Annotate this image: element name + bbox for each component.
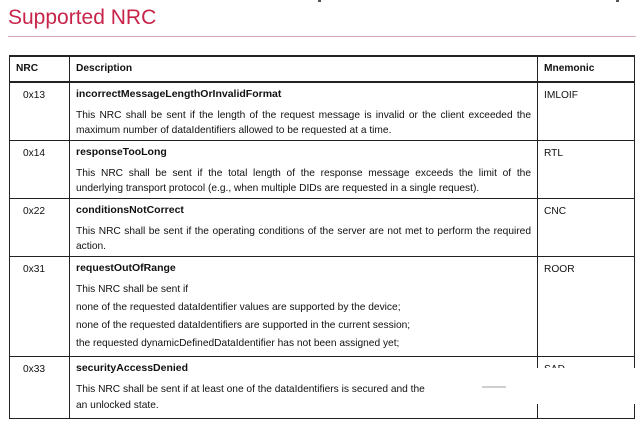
- table-row: [10, 257, 635, 357]
- nrc-text: none of the requested dataIdentifiers are supported in the current session;: [76, 320, 411, 331]
- nrc-mnemonic: IMLOIF: [538, 82, 635, 141]
- nrc-name: requestOutOfRange: [76, 262, 176, 274]
- title-divider: [8, 36, 636, 37]
- glare-streak: [482, 386, 506, 388]
- nrc-mnemonic: RTL: [538, 141, 635, 199]
- table-row: [10, 141, 635, 199]
- nrc-name: securityAccessDenied: [76, 362, 189, 374]
- nrc-code: 0x13: [10, 82, 70, 141]
- table-row: [10, 199, 635, 257]
- nrc-code: 0x31: [10, 257, 70, 357]
- nrc-description: [70, 141, 538, 199]
- nrc-mnemonic: CNC: [538, 199, 635, 257]
- nrc-text: an unlocked state.: [76, 400, 159, 411]
- nrc-text: This NRC shall be sent if at least one of the dataIdentifiers is secured and the: [76, 384, 425, 395]
- nrc-text: This NRC shall be sent if: [76, 284, 189, 295]
- page-title: Supported NRC: [8, 6, 157, 29]
- top-mark: [318, 0, 321, 2]
- table-header-row: [10, 56, 635, 82]
- header-description: Description: [70, 56, 538, 82]
- nrc-name: responseTooLong: [76, 146, 167, 158]
- header-mnemonic: Mnemonic: [538, 56, 635, 82]
- nrc-description: [70, 257, 538, 357]
- top-mark: [616, 0, 619, 2]
- nrc-mnemonic: ROOR: [538, 257, 635, 357]
- nrc-code: 0x14: [10, 141, 70, 199]
- nrc-description: [70, 199, 538, 257]
- nrc-text: none of the requested dataIdentifier values are supported by the device;: [76, 302, 401, 313]
- nrc-text: the requested dynamicDefinedDataIdentifier has not been assigned yet;: [76, 338, 400, 349]
- nrc-name: conditionsNotCorrect: [76, 204, 184, 216]
- nrc-code: 0x22: [10, 199, 70, 257]
- nrc-text: This NRC shall be sent if the total length of the response message exceeds the limit of the underlying transport protocol (e.g., when multiple DIDs are requested in a single request).: [76, 168, 531, 194]
- table-row: [10, 82, 635, 141]
- nrc-text: This NRC shall be sent if the length of the request message is invalid or the client exceeded the maximum number of dataIdentifiers allowed to be requested at a time.: [76, 110, 531, 136]
- nrc-name: incorrectMessageLengthOrInvalidFormat: [76, 88, 282, 100]
- nrc-text: This NRC shall be sent if the operating conditions of the server are not met to perform the required action.: [76, 226, 531, 252]
- nrc-table: [9, 55, 635, 419]
- header-nrc: NRC: [10, 56, 70, 82]
- nrc-code: 0x33: [10, 357, 70, 419]
- nrc-description: [70, 82, 538, 141]
